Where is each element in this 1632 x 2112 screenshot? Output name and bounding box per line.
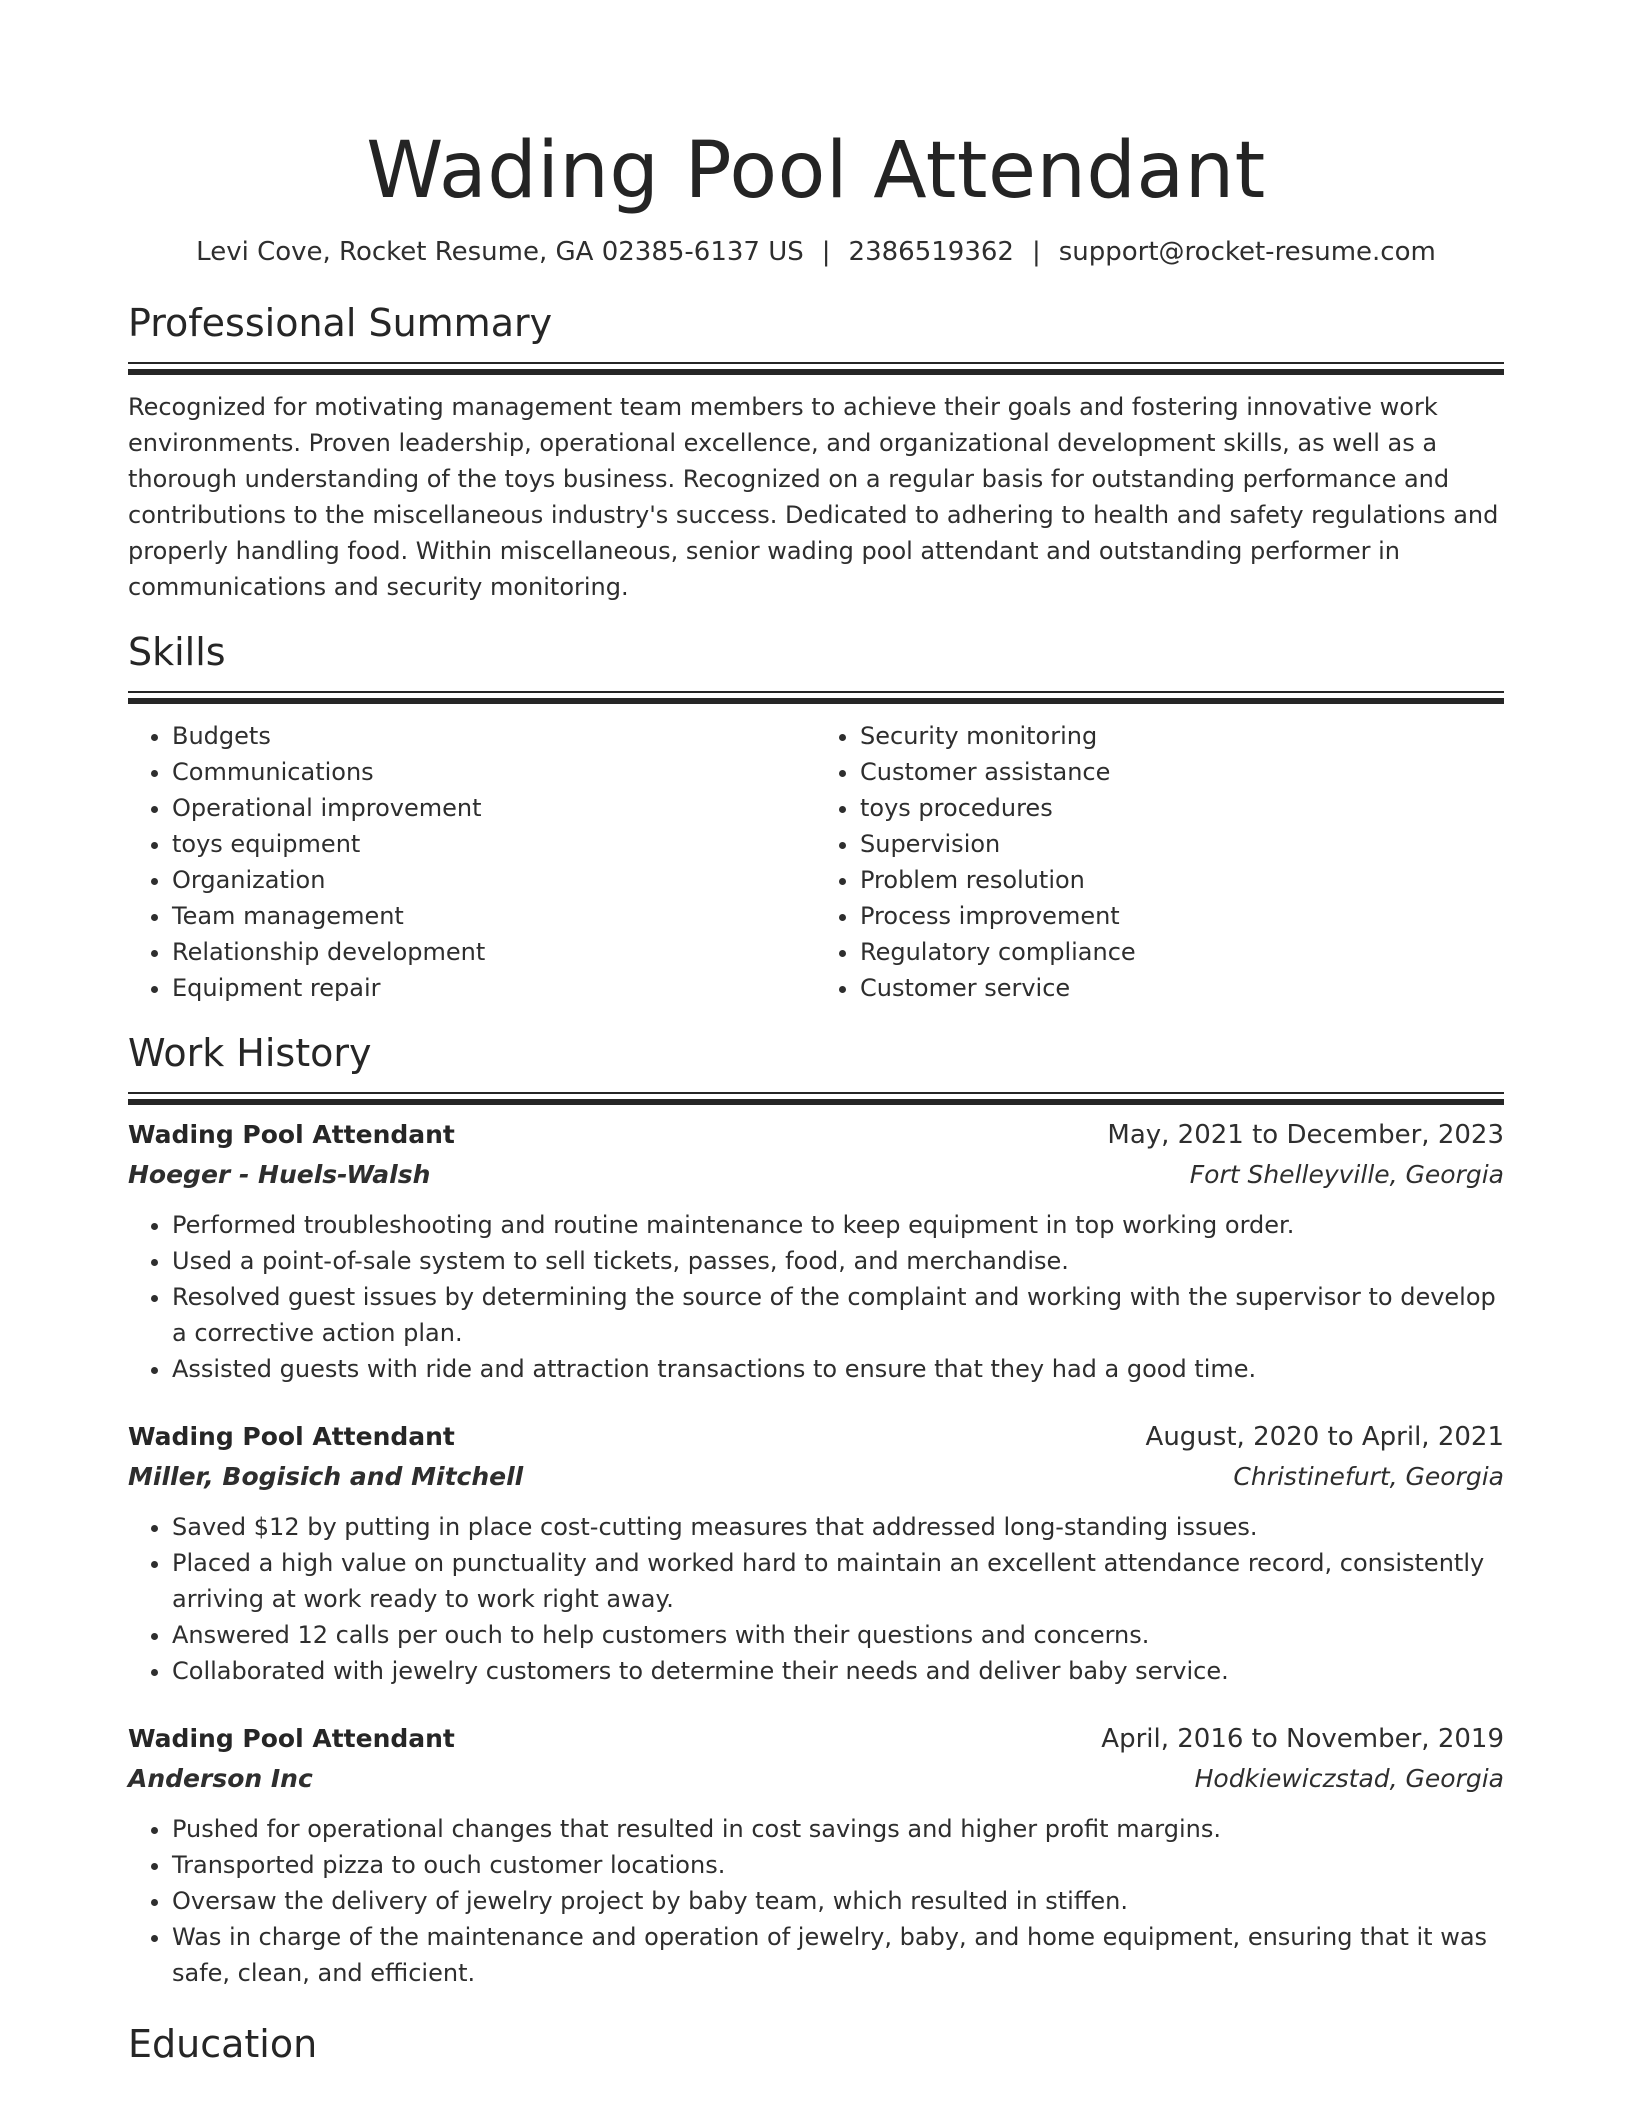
job-bullet: • Answered 12 calls per ouch to help customers with their questions and concerns.: [172, 1617, 1504, 1653]
skill-item: • Customer assistance: [860, 754, 1504, 790]
job-title: Wading Pool Attendant: [128, 1120, 455, 1149]
job-bullet: • Resolved guest issues by determining the source of the complaint and working with the supervisor to develop a corrective action plan.: [172, 1279, 1504, 1351]
skills-columns: [128, 718, 1504, 1006]
skill-item: • Organization: [172, 862, 816, 898]
job-bullet: • Assisted guests with ride and attraction transactions to ensure that they had a good time.: [172, 1351, 1504, 1387]
job-bullet: • Collaborated with jewelry customers to determine their needs and deliver baby service.: [172, 1653, 1504, 1689]
job-subheader: [128, 1155, 1504, 1195]
section-title-skills: Skills: [128, 630, 226, 674]
job-bullet: • Transported pizza to ouch customer locations.: [172, 1847, 1504, 1883]
job-header: [128, 1719, 1504, 1759]
section-divider: [128, 1092, 1504, 1105]
skills-list-left: [128, 718, 816, 1006]
skill-item: • Budgets: [172, 718, 816, 754]
skill-item: • Operational improvement: [172, 790, 816, 826]
skill-item: • toys procedures: [860, 790, 1504, 826]
skill-item: • Customer service: [860, 970, 1504, 1006]
skill-item: • Regulatory compliance: [860, 934, 1504, 970]
skills-list-right: [816, 718, 1504, 1006]
work-history-section: [128, 1030, 1504, 1991]
skill-item: • Process improvement: [860, 898, 1504, 934]
contact-address: Levi Cove, Rocket Resume, GA 02385-6137 US: [196, 237, 804, 267]
contact-separator: |: [1031, 237, 1041, 267]
section-divider: [128, 691, 1504, 704]
job-company: Miller, Bogisich and Mitchell: [128, 1462, 524, 1491]
job-dates: August, 2020 to April, 2021: [1145, 1422, 1504, 1452]
education-section: [128, 2021, 1504, 2067]
job-entry: [128, 1417, 1504, 1689]
job-subheader: [128, 1457, 1504, 1497]
job-bullet: • Saved $12 by putting in place cost-cutting measures that addressed long-standing issues.: [172, 1509, 1504, 1545]
contact-email[interactable]: support@rocket-resume.com: [1058, 237, 1436, 267]
job-company: Anderson Inc: [128, 1764, 313, 1793]
skill-item: • Equipment repair: [172, 970, 816, 1006]
summary-text: Recognized for motivating management team members to achieve their goals and fostering innovative work environments. Proven leadership, operational excellence, and organizational development skills, as well as a thorough understanding of the toys business. Recognized on a regular basis for outstanding performance and contributions to the miscellaneous industry's success. Dedicated to adhering to health and safety regulations and properly handling food. Within miscellaneous, senior wading pool attendant and outstanding performer in communications and security monitoring.: [128, 393, 1499, 601]
job-location: Christinefurt, Georgia: [1233, 1462, 1504, 1491]
job-dates: May, 2021 to December, 2023: [1107, 1120, 1504, 1150]
skill-item: • Security monitoring: [860, 718, 1504, 754]
job-bullets: [128, 1207, 1504, 1387]
job-entry: [128, 1719, 1504, 1991]
job-title: Wading Pool Attendant: [128, 1422, 455, 1451]
summary-section: [128, 300, 1504, 605]
section-title-work-history: Work History: [128, 1031, 372, 1075]
contact-line: [128, 234, 1504, 270]
job-dates: April, 2016 to November, 2019: [1101, 1724, 1504, 1754]
skills-section: [128, 629, 1504, 1006]
job-entry: [128, 1115, 1504, 1387]
contact-separator: |: [821, 237, 831, 267]
job-bullet: • Was in charge of the maintenance and operation of jewelry, baby, and home equipment, ensuring that it was safe, clean, and efficient.: [172, 1919, 1504, 1991]
section-title-education: Education: [128, 2022, 318, 2066]
contact-phone: 2386519362: [848, 237, 1014, 267]
job-bullets: [128, 1509, 1504, 1689]
job-header: [128, 1417, 1504, 1457]
skill-item: • toys equipment: [172, 826, 816, 862]
skill-item: • Communications: [172, 754, 816, 790]
job-bullets: [128, 1811, 1504, 1991]
job-bullet: • Pushed for operational changes that resulted in cost savings and higher profit margins.: [172, 1811, 1504, 1847]
job-company: Hoeger - Huels-Walsh: [128, 1160, 431, 1189]
skill-item: • Supervision: [860, 826, 1504, 862]
skill-item: • Relationship development: [172, 934, 816, 970]
job-location: Hodkiewiczstad, Georgia: [1194, 1764, 1504, 1793]
section-divider: [128, 362, 1504, 375]
job-location: Fort Shelleyville, Georgia: [1189, 1160, 1504, 1189]
section-title-summary: Professional Summary: [128, 301, 553, 345]
job-subheader: [128, 1759, 1504, 1799]
resume-page: [128, 0, 1504, 2067]
resume-name: Wading Pool Attendant: [366, 126, 1266, 216]
job-bullet: • Placed a high value on punctuality and worked hard to maintain an excellent attendance record, consistently arriving at work ready to work right away.: [172, 1545, 1504, 1617]
job-bullet: • Performed troubleshooting and routine maintenance to keep equipment in top working order.: [172, 1207, 1504, 1243]
skill-item: • Team management: [172, 898, 816, 934]
skill-item: • Problem resolution: [860, 862, 1504, 898]
job-bullet: • Oversaw the delivery of jewelry project by baby team, which resulted in stiffen.: [172, 1883, 1504, 1919]
job-title: Wading Pool Attendant: [128, 1724, 455, 1753]
job-header: [128, 1115, 1504, 1155]
job-bullet: • Used a point-of-sale system to sell tickets, passes, food, and merchandise.: [172, 1243, 1504, 1279]
